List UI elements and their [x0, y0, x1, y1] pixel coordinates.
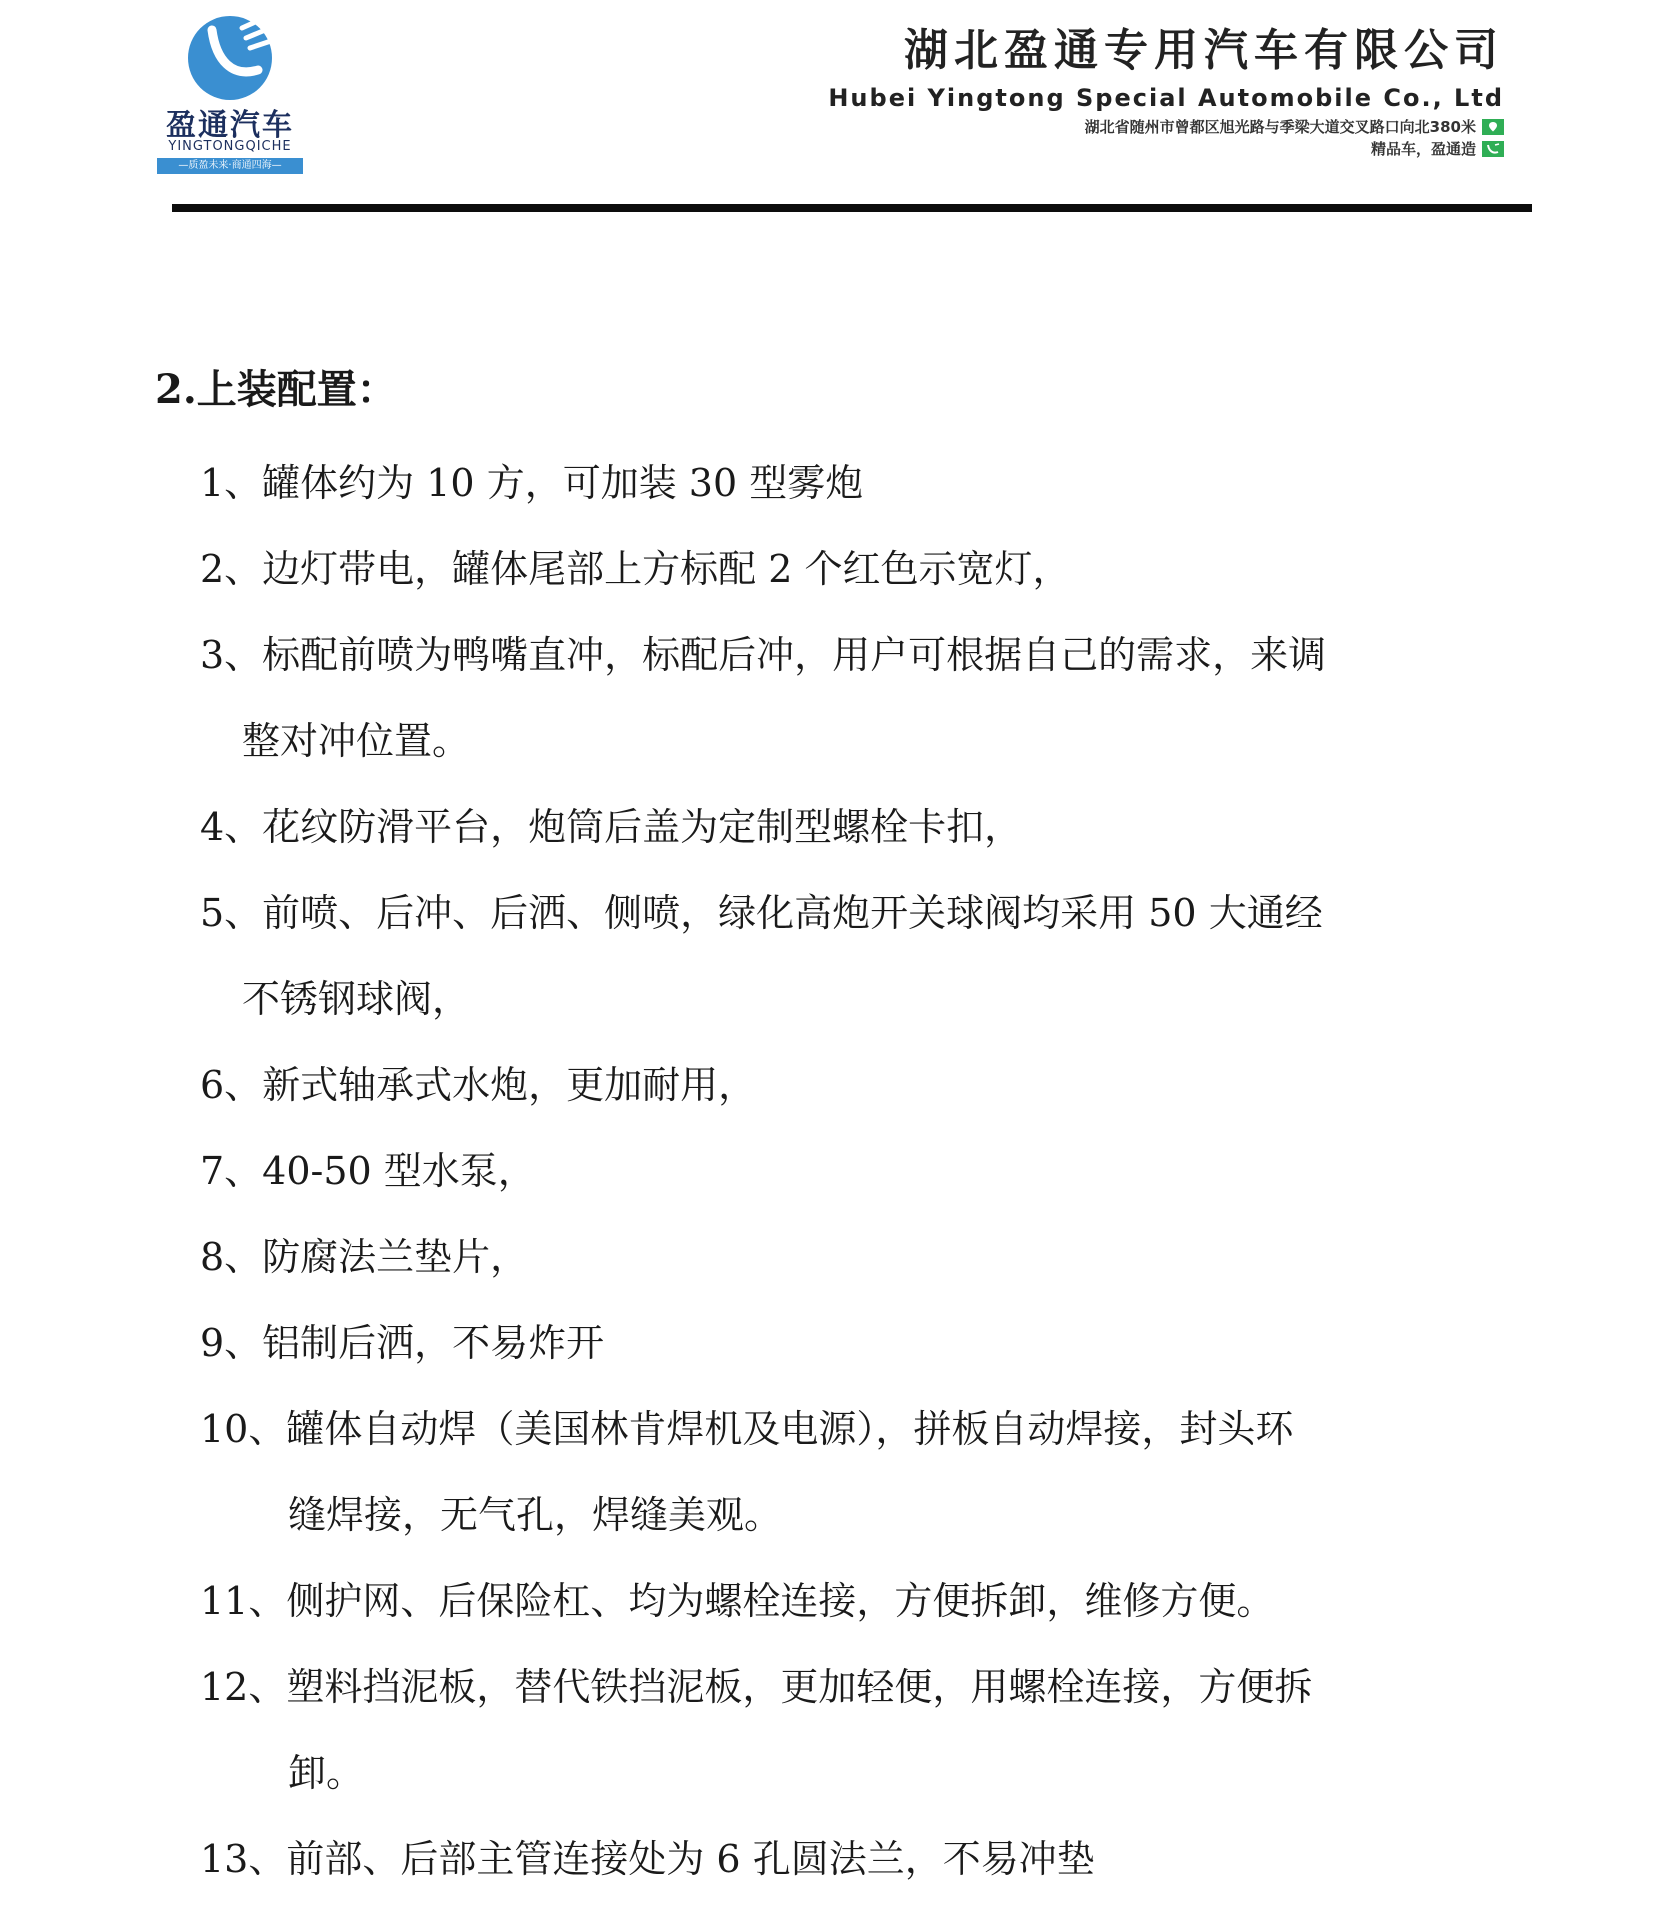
- item-text: 12、塑料挡泥板，替代铁挡泥板，更加轻便，用螺栓连接，方便拆: [200, 1665, 1313, 1709]
- company-motto: 精品车，盈通造: [1370, 140, 1476, 158]
- item-text: 8、防腐法兰垫片，: [200, 1235, 529, 1279]
- list-item: [200, 1816, 1500, 1902]
- letterhead: [0, 0, 1654, 215]
- config-list: [200, 440, 1500, 1902]
- list-item: [200, 612, 1500, 784]
- section-title: 2.上装配置：: [155, 366, 397, 413]
- list-item: [200, 1214, 1500, 1300]
- company-info: [828, 24, 1504, 160]
- item-text: 10、罐体自动焊（美国林肯焊机及电源），拼板自动焊接，封头环: [200, 1407, 1294, 1451]
- logo-name-pinyin: YINGTONGQICHE: [168, 139, 292, 154]
- list-item: [200, 1128, 1500, 1214]
- company-name-en: Hubei Yingtong Special Automobile Co., Ltd: [828, 84, 1504, 112]
- item-text: 6、新式轴承式水炮，更加耐用，: [200, 1063, 757, 1107]
- item-text: 13、前部、后部主管连接处为 6 孔圆法兰，不易冲垫: [200, 1837, 1095, 1881]
- item-text-continued: 缝焊接，无气孔，焊缝美观。: [288, 1493, 783, 1537]
- list-item: [200, 1644, 1500, 1816]
- address-row: [828, 116, 1504, 138]
- list-item: [200, 870, 1500, 1042]
- item-text-continued: 不锈钢球阀，: [242, 977, 471, 1021]
- item-text: 11、侧护网、后保险杠、均为螺栓连接，方便拆卸，维修方便。: [200, 1579, 1275, 1623]
- list-item: [200, 784, 1500, 870]
- company-name-cn: 湖北盈通专用汽车有限公司: [904, 25, 1504, 76]
- item-text: 2、边灯带电，罐体尾部上方标配 2 个红色示宽灯，: [200, 547, 1071, 591]
- list-item: [200, 440, 1500, 526]
- item-text: 3、标配前喷为鸭嘴直冲，标配后冲，用户可根据自己的需求，来调: [200, 633, 1327, 677]
- logo-slogan: —质盈未来·商通四海—: [157, 158, 303, 174]
- item-text-continued: 整对冲位置。: [242, 719, 471, 763]
- item-text: 9、铝制后洒，不易炸开: [200, 1321, 605, 1365]
- list-item: [200, 1386, 1500, 1558]
- location-icon: [1482, 119, 1504, 135]
- company-address: 湖北省随州市曾都区旭光路与季梁大道交叉路口向北380米: [1084, 118, 1476, 136]
- list-item: [200, 1042, 1500, 1128]
- item-text: 7、40-50 型水泵，: [200, 1149, 536, 1193]
- logo-name-cn: 盈通汽车: [166, 108, 294, 143]
- item-text: 1、罐体约为 10 方，可加装 30 型雾炮: [200, 461, 864, 505]
- list-item: [200, 1558, 1500, 1644]
- item-text-continued: 卸。: [288, 1751, 365, 1795]
- header-rule: [172, 204, 1532, 212]
- item-text: 5、前喷、后冲、后洒、侧喷，绿化高炮开关球阀均采用 50 大通经: [200, 891, 1323, 935]
- motto-row: [828, 138, 1504, 160]
- company-logo: [150, 8, 310, 173]
- leaf-icon: [1482, 141, 1504, 157]
- item-text: 4、花纹防滑平台，炮筒后盖为定制型螺栓卡扣，: [200, 805, 1023, 849]
- logo-emblem-icon: [172, 8, 288, 100]
- list-item: [200, 526, 1500, 612]
- list-item: [200, 1300, 1500, 1386]
